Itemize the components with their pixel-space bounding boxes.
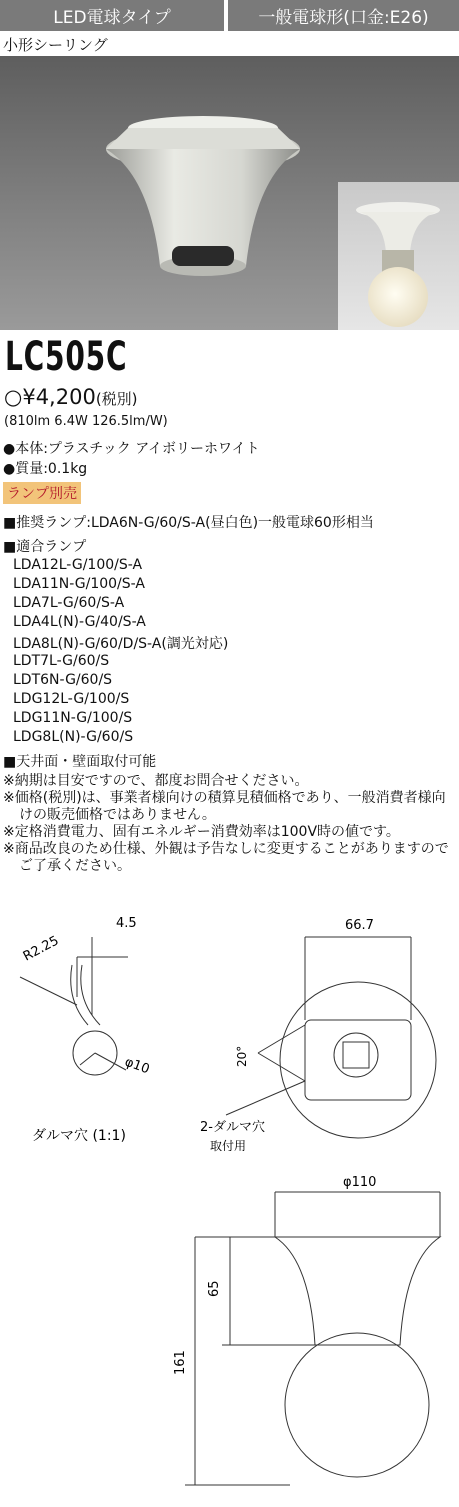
compatible-lamp-item: LDG12L-G/100/S <box>13 691 130 707</box>
product-category: 小形シーリング <box>3 36 108 54</box>
dim-phi-110: φ110 <box>343 1175 377 1190</box>
notes-block <box>3 773 458 875</box>
lit-bulb-image <box>338 182 459 330</box>
note-item: ※価格(税別)は、事業者様向けの積算見積価格であり、一般消費者様向けの販売価格ではありません。 <box>3 790 446 823</box>
recommended-lamp: ■推奨ランプ:LDA6N-G/60/S-A(昼白色)一般電球60形相当 <box>3 515 374 531</box>
lamp-installed-photo <box>338 182 459 330</box>
price-bullet: ○ <box>4 385 23 409</box>
compatible-lamp-item: LDA7L-G/60/S-A <box>13 595 125 611</box>
dim-phi-10: φ10 <box>122 1054 152 1078</box>
performance-spec: (810lm 6.4W 126.5lm/W) <box>4 414 168 429</box>
header-lamp-type: LED電球タイプ <box>0 0 228 31</box>
daruma-2-label: 2-ダルマ穴 <box>200 1120 265 1135</box>
price-tax-note: (税別) <box>95 390 138 408</box>
note-item: ※商品改良のため仕様、外観は予告なしに変更することがありますのでご了承ください。 <box>3 841 449 874</box>
lamp-sold-separately-badge: ランプ別売 <box>3 482 81 504</box>
compatible-lamp-item: LDA11N-G/100/S-A <box>13 576 145 592</box>
note-item: ※納期は目安ですので、都度お問合せください。 <box>3 773 309 789</box>
compatible-lamp-item: LDA4L(N)-G/40/S-A <box>13 614 146 630</box>
compatible-lamp-item: LDT7L-G/60/S <box>13 653 110 669</box>
mounting-label: 取付用 <box>210 1139 247 1153</box>
dim-4-5: 4.5 <box>116 916 137 931</box>
daruma-caption: ダルマ穴 (1:1) <box>32 1128 126 1144</box>
compatible-lamp-item: LDG8L(N)-G/60/S <box>13 729 134 745</box>
dim-r-2-25: R2.25 <box>20 933 62 965</box>
compatible-lamp-item: LDT6N-G/60/S <box>13 672 113 688</box>
price-value: ¥4,200 <box>22 385 96 409</box>
price-line <box>4 385 138 409</box>
model-number: LC505C <box>5 334 128 380</box>
spec-weight: ●質量:0.1kg <box>3 461 88 477</box>
header-base-type: 一般電球形(口金:E26) <box>228 0 459 31</box>
header-bar <box>0 0 459 31</box>
spec-body: ●本体:プラスチック アイボリーホワイト <box>3 441 260 457</box>
technical-drawing <box>0 905 459 1505</box>
compatible-lamp-item: LDG11N-G/100/S <box>13 710 133 726</box>
note-item: ※定格消費電力、固有エネルギー消費効率は100V時の値です。 <box>3 824 400 840</box>
compatible-lamp-item: LDA12L-G/100/S-A <box>13 557 143 573</box>
dim-20-degrees: 20° <box>235 1045 249 1067</box>
dim-66-7: 66.7 <box>345 918 374 933</box>
compatible-lamp-item: LDA8L(N)-G/60/D/S-A(調光対応) <box>13 636 229 652</box>
dim-161: 161 <box>173 1350 188 1375</box>
dim-65: 65 <box>207 1280 222 1297</box>
mounting-note: ■天井面・壁面取付可能 <box>3 754 157 770</box>
compatible-lamps-title: ■適合ランプ <box>3 539 87 555</box>
